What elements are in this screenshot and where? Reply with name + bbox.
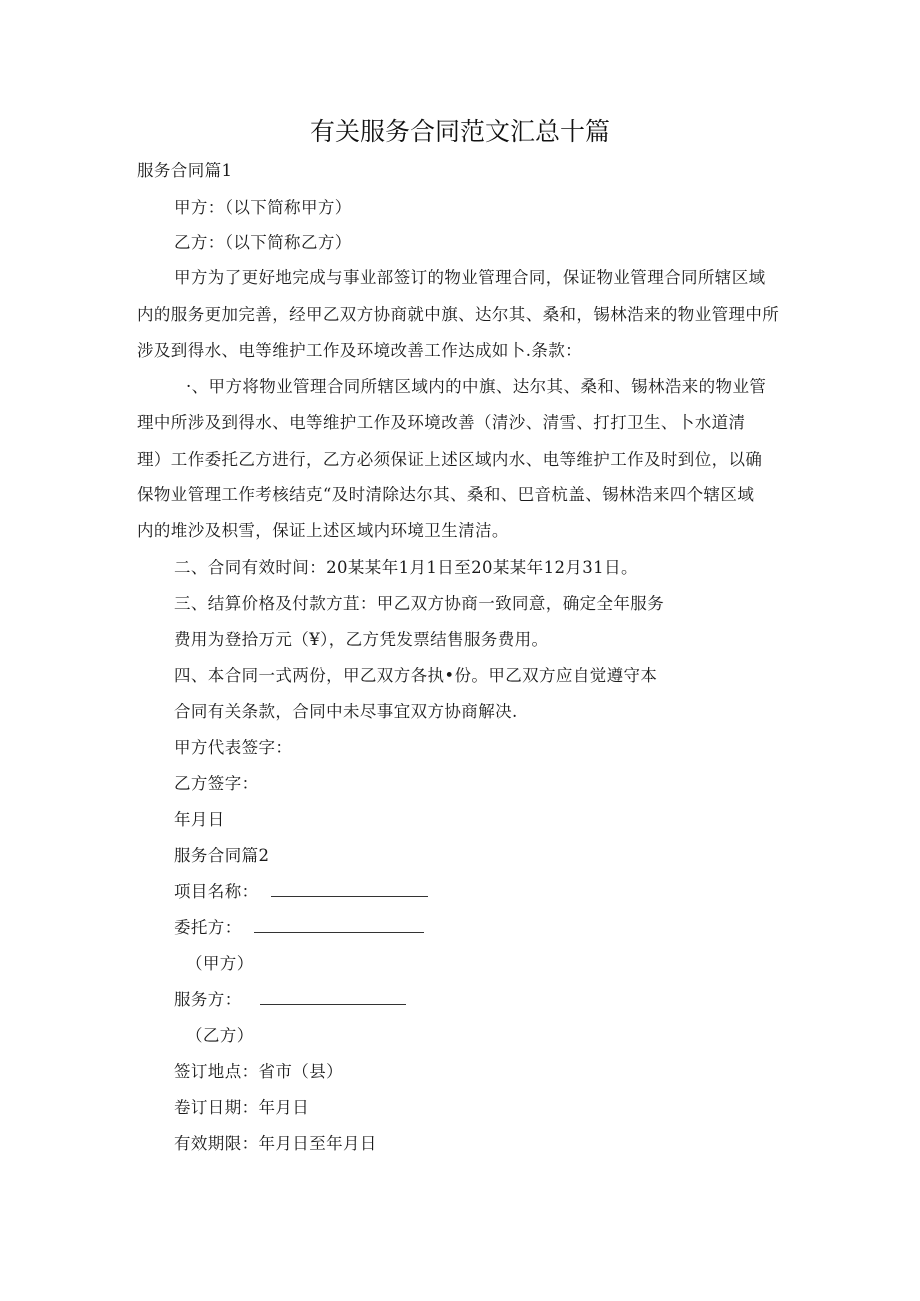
client-blank xyxy=(254,918,424,933)
client-row xyxy=(174,918,424,938)
intro-line-2: 内的服务更加完善，经甲乙双方协商就中旗、达尔其、桑和，锡林浩来的物业管理中所 xyxy=(137,305,780,324)
provider-label: 服务方： xyxy=(174,990,242,1009)
project-name-blank xyxy=(271,882,428,897)
clause4-line-2: 合同有关条款，合同中未尽事宜双方协商解决. xyxy=(174,702,518,721)
intro-line-1: 甲方为了更好地完成与事业部签订的物业管理合同，保证物业管理合同所辖区域 xyxy=(174,268,766,287)
provider-blank xyxy=(260,990,406,1005)
clause1-line-1: ·、甲方将物业管理合同所辖区域内的中旗、达尔其、桑和、锡林浩来的物业管 xyxy=(186,377,767,396)
clause1-line-2: 理中所涉及到得水、电等维护工作及环境改善（清沙、清雪、打打卫生、卜水道清 xyxy=(137,413,746,432)
clause3-line-2: 费用为登拾万元（¥），乙方凭发票结售服务费用。 xyxy=(174,630,549,649)
validity-line: 有效期限：年月日至年月日 xyxy=(174,1134,377,1153)
client-note: （甲方） xyxy=(186,954,254,973)
clause3-line-1: 三、结算价格及付款方苴：甲乙双方协商一致同意，确定全年服务 xyxy=(174,594,665,613)
clause2-line: 二、合同有效时间：20某某年1月1日至20某某年12月31日。 xyxy=(174,558,638,577)
section1-heading: 服务合同篇1 xyxy=(137,161,233,180)
clause1-line-4: 保物业管理工作考核结克“及时清除达尔其、桑和、巴音杭盖、锡林浩来四个辖区域 xyxy=(137,485,755,504)
document-title: 有关服务合同范文汇总十篇 xyxy=(309,117,610,146)
project-name-row xyxy=(174,882,428,902)
clause1-line-3: 理）工作委托乙方进行，乙方必须保证上述区域内水、电等维护工作及时到位，以确 xyxy=(137,450,763,469)
date-line: 年月日 xyxy=(174,810,225,829)
signing-place-line: 签订地点：省市（县） xyxy=(174,1062,343,1081)
party-a-line: 甲方：（以下简称甲方） xyxy=(174,198,352,217)
signing-date-line: 卷订日期：年月日 xyxy=(174,1098,310,1117)
party-b-line: 乙方：（以下简称乙方） xyxy=(174,233,352,252)
project-name-label: 项目名称： xyxy=(174,882,259,901)
signature-a-line: 甲方代表签字： xyxy=(174,738,293,757)
client-label: 委托方： xyxy=(174,918,242,937)
clause1-line-5: 内的堆沙及枳雪，保证上述区域内环境卫生清洁。 xyxy=(137,521,509,540)
provider-row xyxy=(174,990,406,1010)
section2-heading: 服务合同篇2 xyxy=(174,846,270,865)
provider-note: （乙方） xyxy=(186,1026,254,1045)
clause4-line-1: 四、本合同一式两份，甲乙双方各执•份。甲乙双方应自觉遵守本 xyxy=(174,666,658,685)
signature-b-line: 乙方签字： xyxy=(174,774,259,793)
intro-line-3: 涉及到得水、电等维护工作及环境改善工作达成如卜.条款： xyxy=(137,341,583,360)
